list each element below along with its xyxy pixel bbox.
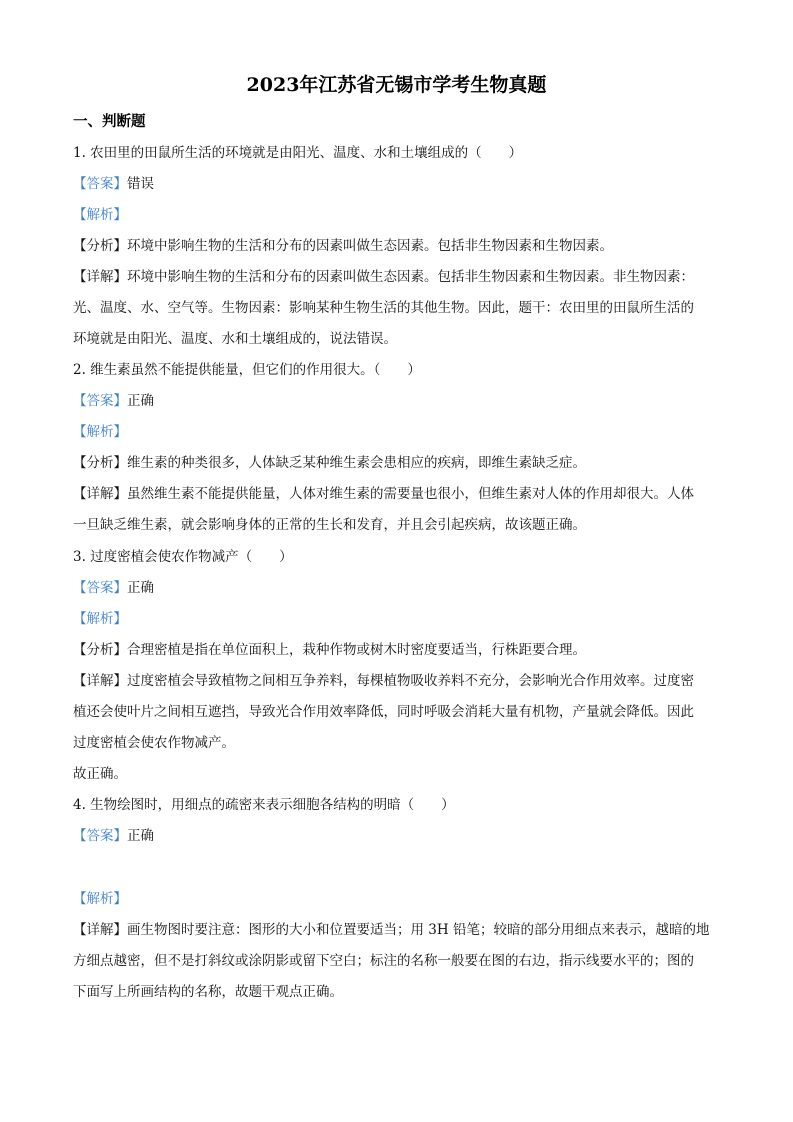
question-1-detail-line	[73, 265, 733, 285]
detail-label: 【详解】	[73, 269, 127, 285]
answer-value: 正确	[127, 580, 154, 596]
question-4-detail-line	[73, 918, 733, 938]
question-4-detail-line: 方细点越密，但不是打斜纹或涂阴影或留下空白；标注的名称一般要在图的右边，指示线要水平的；图的	[73, 953, 694, 969]
detail-text: 环境中影响生物的生活和分布的因素叫做生态因素。包括非生物因素和生物因素。非生物因素：	[127, 269, 694, 285]
question-1-answer	[73, 172, 733, 192]
question-2-analysis-header: 【解析】	[73, 424, 127, 440]
question-3-detail-line: 过度密植会使农作物减产。	[73, 735, 235, 751]
question-3-detail-line: 植还会使叶片之间相互遮挡，导致光合作用效率降低，同时呼吸会消耗大量有机物，产量就会降低。因此	[73, 704, 694, 720]
analysis-text: 合理密植是指在单位面积上，栽种作物或树木时密度要适当，行株距要合理。	[127, 642, 586, 658]
question-1-stem: 1. 农田里的田鼠所生活的环境就是由阳光、温度、水和土壤组成的（ ）	[73, 145, 523, 161]
detail-label: 【详解】	[73, 922, 127, 938]
analysis-label: 【分析】	[73, 455, 127, 471]
detail-text: 画生物图时要注意：图形的大小和位置要适当；用 3H 铅笔；较暗的部分用细点来表示，越暗的地	[127, 922, 710, 938]
detail-text: 虽然维生素不能提供能量，人体对维生素的需要量也很小，但维生素对人体的作用却很大。人体	[127, 486, 694, 502]
question-1-detail-line: 环境就是由阳光、温度、水和土壤组成的，说法错误。	[73, 331, 397, 347]
question-4-stem: 4. 生物绘图时，用细点的疏密来表示细胞各结构的明暗（ ）	[73, 797, 455, 813]
question-3-detail-line: 故正确。	[73, 766, 127, 782]
detail-text: 过度密植会导致植物之间相互争养料，每棵植物吸收养料不充分，会影响光合作用效率。过度密	[127, 673, 694, 689]
answer-value: 正确	[127, 393, 154, 409]
section-heading: 一、判断题	[73, 114, 146, 130]
question-1-analysis-header: 【解析】	[73, 207, 127, 223]
question-1-analysis	[73, 234, 733, 254]
analysis-label: 【分析】	[73, 642, 127, 658]
answer-value: 错误	[127, 176, 154, 192]
question-4-answer	[73, 824, 733, 844]
answer-label: 【答案】	[73, 828, 127, 844]
question-1-detail-line: 光、温度、水、空气等。生物因素：影响某种生物生活的其他生物。因此，题干：农田里的田鼠所生活的	[73, 300, 694, 316]
question-2-detail-line: 一旦缺乏维生素，就会影响身体的正常的生长和发育，并且会引起疾病，故该题正确。	[73, 517, 586, 533]
question-3-analysis-header: 【解析】	[73, 611, 127, 627]
question-4-analysis-header: 【解析】	[73, 891, 127, 907]
answer-label: 【答案】	[73, 176, 127, 192]
analysis-text: 环境中影响生物的生活和分布的因素叫做生态因素。包括非生物因素和生物因素。	[127, 238, 613, 254]
detail-label: 【详解】	[73, 673, 127, 689]
question-2-answer	[73, 389, 733, 409]
question-4-detail-line: 下面写上所画结构的名称，故题干观点正确。	[73, 984, 343, 1000]
question-3-analysis	[73, 638, 733, 658]
detail-label: 【详解】	[73, 486, 127, 502]
answer-label: 【答案】	[73, 580, 127, 596]
document-title: 2023年江苏省无锡市学考生物真题	[246, 74, 547, 96]
question-3-detail-line	[73, 669, 733, 689]
answer-label: 【答案】	[73, 393, 127, 409]
analysis-text: 维生素的种类很多，人体缺乏某种维生素会患相应的疾病，即维生素缺乏症。	[127, 455, 586, 471]
question-2-detail-line	[73, 482, 733, 502]
question-3-stem: 3. 过度密植会使农作物减产（ ）	[73, 549, 293, 565]
analysis-label: 【分析】	[73, 238, 127, 254]
answer-value: 正确	[127, 828, 154, 844]
question-2-analysis	[73, 451, 733, 471]
question-3-answer	[73, 576, 733, 596]
question-2-stem: 2. 维生素虽然不能提供能量，但它们的作用很大。（ ）	[73, 362, 421, 378]
